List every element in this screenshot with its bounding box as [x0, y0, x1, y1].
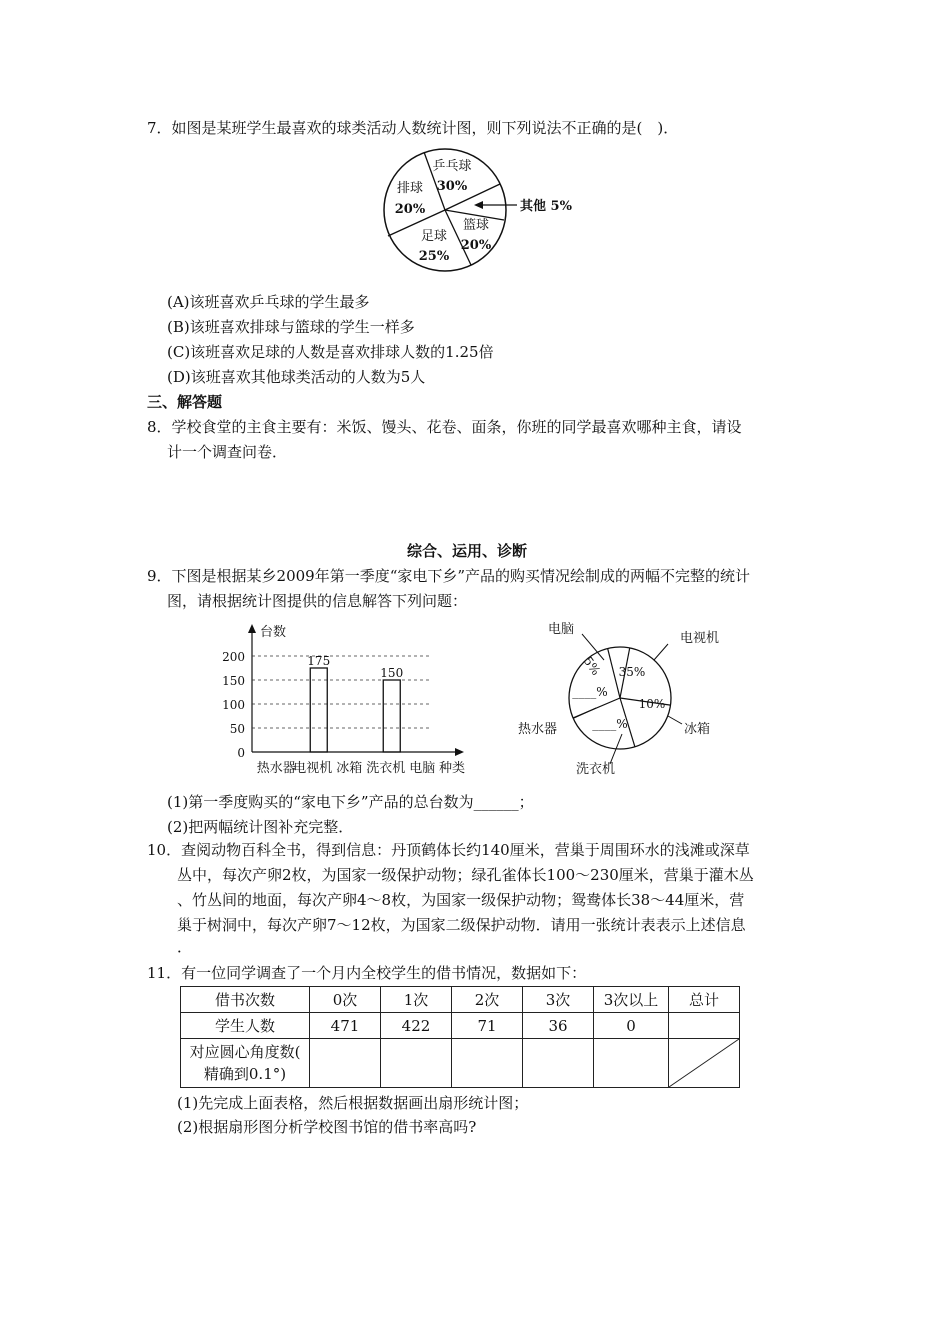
table-cell: 3次	[523, 987, 594, 1013]
q7-slice-label-pingpong: 乒乓球	[432, 159, 472, 174]
pie2-label-tv: 电视机	[680, 631, 720, 646]
q7-slice-pct-pingpong: 30%	[436, 179, 468, 194]
q9-sub-2: (2)把两幅统计图补充完整．	[167, 818, 354, 836]
angle-label-line-2: 精确到0.1°)	[203, 1065, 287, 1083]
pie2-pct-heater: ____%	[572, 685, 608, 699]
bar-ytick-label: 200	[222, 650, 245, 664]
q7-pie-chart	[380, 148, 580, 278]
q7-slice-pct-football: 25%	[418, 249, 450, 264]
table-cell: 学生人数	[181, 1013, 310, 1039]
q7-slice-pct-volleyball: 20%	[394, 202, 426, 217]
bar-category-label: 洗衣机	[366, 761, 406, 776]
q10-line-3: 、竹丛间的地面，每次产卵4～8枚，为国家一级保护动物；鸳鸯体长38～44厘米，营	[177, 891, 745, 909]
q11-table	[180, 986, 740, 1088]
bar-value-label: 150	[380, 666, 404, 680]
q10-line-2: 丛中，每次产卵2枚，为国家一级保护动物；绿孔雀体长100～230厘米，营巢于灌木丛	[177, 866, 754, 884]
pie2-pct-computer: 5%	[580, 654, 604, 678]
q8-line-1: 8．学校食堂的主食主要有：米饭、馒头、花卷、面条，你班的同学最喜欢哪种主食，请设	[147, 418, 742, 436]
q10-line-1: 10．查阅动物百科全书，得到信息：丹顶鹤体长约140厘米，营巢于周围环水的浅滩或深草	[147, 841, 750, 859]
bar-mark	[310, 668, 327, 752]
q7-option-b: (B)该班喜欢排球与篮球的学生一样多	[167, 318, 415, 336]
table-cell: 71	[452, 1013, 523, 1039]
bar-value-label: 175	[307, 654, 331, 668]
table-cell: 1次	[381, 987, 452, 1013]
table-cell	[310, 1039, 381, 1088]
bar-ytick-label: 0	[237, 746, 245, 760]
q7-slice-label-football: 足球	[420, 229, 448, 244]
table-cell: 2次	[452, 987, 523, 1013]
table-cell: 36	[523, 1013, 594, 1039]
bar-ylabel: 台数	[260, 625, 287, 640]
q9-bar-chart	[222, 620, 482, 780]
table-cell: 0	[594, 1013, 669, 1039]
table-cell	[669, 1013, 740, 1039]
table-cell	[381, 1039, 452, 1088]
bar-category-label: 热水器	[256, 761, 296, 776]
table-cell: 总计	[669, 987, 740, 1013]
q9-sub-1: (1)第一季度购买的“家电下乡”产品的总台数为______；	[167, 793, 534, 811]
table-cell-diagonal	[669, 1039, 740, 1088]
q9-pie-chart	[512, 620, 742, 785]
table-cell: 3次以上	[594, 987, 669, 1013]
pie2-pct-washer: ____%	[592, 717, 628, 731]
q7-stem: 7．如图是某班学生最喜欢的球类活动人数统计图，则下列说法不正确的是( )．	[147, 119, 679, 137]
bar-category-label: 电视机	[293, 761, 333, 776]
pie2-label-washer: 洗衣机	[576, 762, 616, 777]
table-cell-angle-label	[181, 1039, 310, 1088]
q11-sub-1: (1)先完成上面表格，然后根据数据画出扇形统计图；	[177, 1094, 529, 1112]
table-cell: 471	[310, 1013, 381, 1039]
table-cell: 借书次数	[181, 987, 310, 1013]
section-title: 综合、运用、诊断	[407, 542, 528, 560]
q7-slice-label-volleyball: 排球	[396, 181, 424, 196]
bar-ytick-label: 100	[222, 698, 245, 712]
q10-line-5: ．	[177, 938, 193, 956]
q10-line-4: 巢于树洞中，每次产卵7～12枚，为国家二级保护动物．请用一张统计表表示上述信息	[177, 916, 746, 934]
table-cell	[594, 1039, 669, 1088]
bar-category-label: 电脑	[409, 761, 436, 776]
pie2-label-computer: 电脑	[548, 622, 575, 637]
q7-option-c: (C)该班喜欢足球的人数是喜欢排球人数的1.25倍	[167, 343, 494, 361]
bar-xlabel: 种类	[439, 761, 466, 776]
q7-slice-pct-basketball: 20%	[460, 238, 492, 253]
q8-line-2: 计一个调查问卷．	[167, 443, 288, 461]
pie2-pct-fridge: 10%	[638, 697, 666, 711]
pie2-label-heater: 热水器	[518, 722, 558, 737]
pie2-label-fridge: 冰箱	[684, 722, 711, 737]
table-cell: 0次	[310, 987, 381, 1013]
table-row-header	[181, 987, 740, 1013]
angle-label-line-1: 对应圆心角度数(	[189, 1043, 301, 1061]
bar-ytick-label: 150	[222, 674, 245, 688]
diagonal-line	[669, 1039, 739, 1087]
q9-line-1: 9．下图是根据某乡2009年第一季度“家电下乡”产品的购买情况绘制成的两幅不完整的统计	[147, 567, 751, 585]
q7-option-d: (D)该班喜欢其他球类活动的人数为5人	[167, 368, 426, 386]
q7-option-a: (A)该班喜欢乒乓球的学生最多	[167, 293, 370, 311]
q7-other-label: 其他 5%	[520, 199, 572, 214]
q11-sub-2: (2)根据扇形图分析学校图书馆的借书率高吗?	[177, 1118, 477, 1136]
table-row-students	[181, 1013, 740, 1039]
q7-slice-label-basketball: 篮球	[462, 218, 490, 233]
bar-category-label: 冰箱	[336, 761, 363, 776]
table-cell	[452, 1039, 523, 1088]
section-3-heading: 三、解答题	[147, 393, 223, 411]
table-row-angle	[181, 1039, 740, 1088]
bar-ytick-label: 50	[229, 722, 245, 736]
pie2-pct-tv: 35%	[618, 665, 646, 679]
table-cell	[523, 1039, 594, 1088]
q9-line-2: 图，请根据统计图提供的信息解答下列问题：	[167, 592, 468, 610]
bar-mark	[383, 680, 400, 752]
table-cell: 422	[381, 1013, 452, 1039]
q11-stem: 11．有一位同学调查了一个月内全校学生的借书情况，数据如下：	[147, 964, 587, 982]
